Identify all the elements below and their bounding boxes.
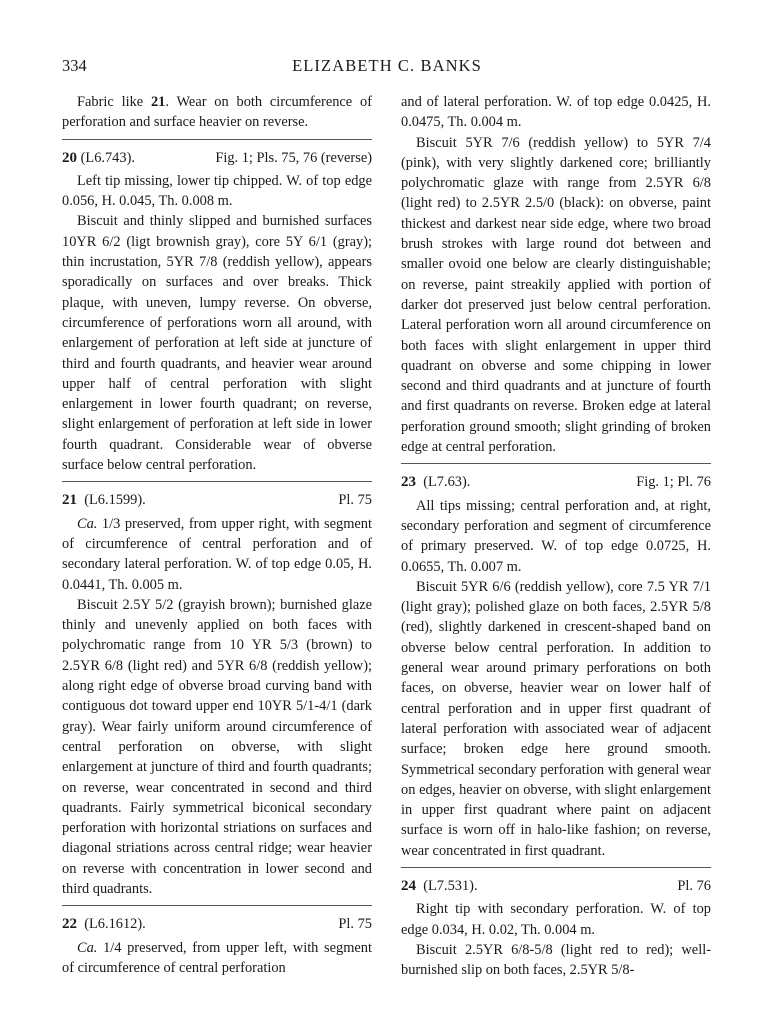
entry-number: 22: [62, 916, 77, 933]
paragraph: Biscuit 2.5Y 5/2 (grayish brown); burnished glaze thinly and unevenly applied on both faces with polychromatic range from 10 YR 5/3 (brown) to 2.5YR 6/8 (light red) and 5YR 6/8 (reddish yellow); along right edge of obverse broad curving band with contiguous dot toward upper end 10YR 5/1-4/1 (dark gray). Wear fairly uniform around circumference of central perforation on obverse, with slight enlargement at juncture of third and fourth quadrants; on reverse, wear concentrated in second and third quadrants. Fairly symmetrical biconical secondary perforation with horizontal striations on surfaces and diagonal striations across central ridge; wear heavier on reverse with concentration in lower second and third quadrants.: [62, 596, 372, 897]
entry-number: 23: [401, 474, 416, 491]
entry-plates: Fig. 1; Pl. 76: [636, 474, 711, 491]
entry-plates: Pl. 75: [338, 916, 372, 933]
entry-divider: [401, 463, 711, 464]
entry-heading-20: [62, 148, 372, 168]
entry-number: 21: [62, 492, 77, 509]
paragraph: and of lateral perforation. W. of top edge 0.0425, H. 0.0475, Th. 0.004 m.: [401, 94, 711, 131]
paragraph: Fabric like 21. Wear on both circumference of perforation and surface heavier on reverse.: [62, 94, 372, 131]
entry-code: (L6.1612).: [84, 916, 146, 933]
paragraph: Left tip missing, lower tip chipped. W. of top edge 0.056, H. 0.045, Th. 0.008 m.: [62, 172, 372, 210]
entry-divider: [62, 139, 372, 140]
entry-plates: Fig. 1; Pls. 75, 76 (reverse): [215, 149, 372, 166]
entry-code: (L6.743).: [80, 149, 135, 166]
paragraph: Biscuit 5YR 6/6 (reddish yellow), core 7.5 YR 7/1 (light gray); polished glaze on both faces, 2.5YR 5/8 (red), slightly darkened in crescent-shaped band on obverse below central perforation. In addition to general wear around primary perforations on both faces, on obverse, heavier wear on lower half of central perforation and in upper first quadrant of lateral perforation with associated wear of adjacent surface; broken edge here ground smooth. Symmetrical secondary perforation with general wear on edges, heavier on obverse, with slight enlargement in upper first quadrant where paint on adjacent surface is worn off in halo-like fashion; on reverse, wear concentrated in first quadrant.: [401, 578, 711, 859]
paragraph: Right tip with secondary perforation. W. of top edge 0.034, H. 0.02, Th. 0.004 m.: [401, 901, 711, 938]
running-header: [62, 56, 712, 80]
paragraph: Ca. 1/4 preserved, from upper left, with segment of circumference of central perforation: [62, 939, 372, 976]
entry-divider: [62, 481, 372, 482]
right-column: [401, 92, 711, 980]
entry-plates: Pl. 76: [677, 877, 711, 894]
paragraph: Ca. 1/3 preserved, from upper right, with segment of circumference of central perforation and of secondary lateral perforation. W. of top edge 0.05, H. 0.0441, Th. 0.005 m.: [62, 515, 372, 593]
entry-number: 20: [62, 149, 77, 166]
paragraph: Biscuit and thinly slipped and burnished surfaces 10YR 6/2 (ligt brownish gray), core 5Y 6/1 (gray); thin incrustation, 5YR 7/8 (reddish yellow), appears sporadically on surfaces and over breaks. Thick plaque, with uneven, lumpy reverse. On obverse, circumference of perforations worn all around, with enlargement of perforation at left side at juncture of third and fourth quadrants, and heavier wear around upper half of central perforation with slight enlargement in lower fourth quadrant; on reverse, slight enlargement of perforation at left side in lower fourth quadrant. Considerable wear of obverse surface below central perforation.: [62, 213, 372, 474]
entry-heading-23: [401, 472, 711, 492]
entry-code: (L7.63).: [423, 474, 471, 491]
entry-plates: Pl. 75: [338, 492, 372, 509]
page-number: 334: [62, 56, 87, 75]
entry-divider: [401, 867, 711, 868]
paragraph: All tips missing; central perforation and, at right, secondary perforation and segment of circumference of primary preserved. W. of top edge 0.0725, H. 0.0655, Th. 0.007 m.: [401, 497, 711, 575]
entry-heading-22: [62, 914, 372, 934]
paragraph: Biscuit 2.5YR 6/8-5/8 (light red to red); well-burnished slip on both faces, 2.5YR 5/8-: [401, 941, 711, 979]
entry-divider: [62, 905, 372, 906]
running-title: ELIZABETH C. BANKS: [292, 56, 482, 75]
left-column: [62, 92, 372, 978]
entry-code: (L6.1599).: [84, 492, 146, 509]
entry-code: (L7.531).: [423, 877, 478, 894]
entry-heading-21: [62, 490, 372, 510]
entry-number: 24: [401, 877, 416, 894]
paragraph: Biscuit 5YR 7/6 (reddish yellow) to 5YR 7/4 (pink), with very slightly darkened core; brilliantly polychromatic glaze with range from 2.5YR 6/8 (light red) to 2.5YR 2.5/0 (black): on obverse, paint thickest and darkest near side edge, where two broad brush strokes with large round dot between and smaller ovoid one below are clearly distinguishable; on reverse, paint streakily applied with portion of darker dot preserved just below central perforation. Lateral perforation worn all around circumference on both faces with slight enlargement in upper third quadrant on obverse and some chipping in lower second and third quadrants and at juncture of fourth and first quadrants on reverse. Broken edge at lateral perforation ground smooth; slight grinding of broken edge at central perforation.: [401, 134, 711, 456]
entry-heading-24: [401, 876, 711, 896]
